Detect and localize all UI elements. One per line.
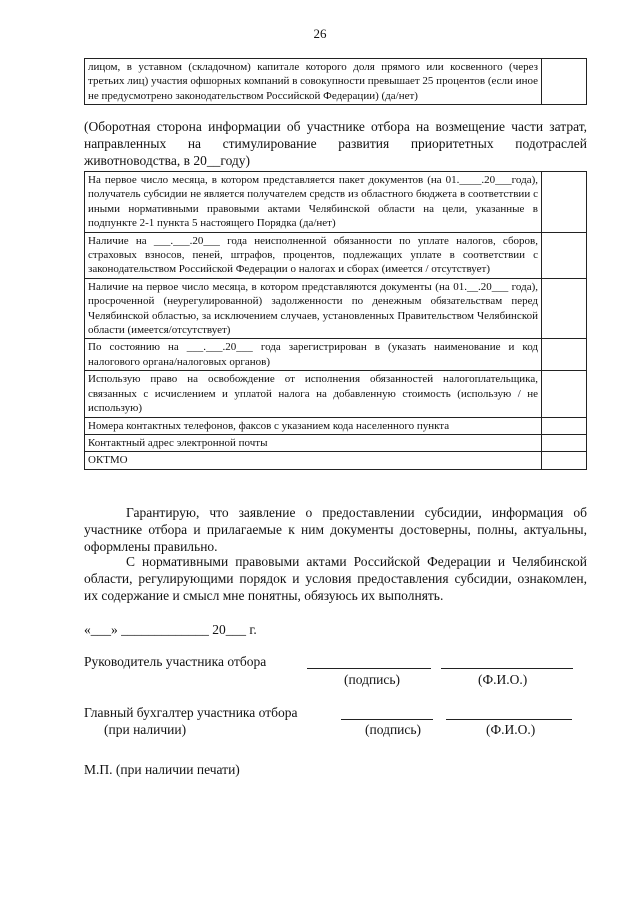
accountant-label: Главный бухгалтер участника отбора xyxy=(84,705,298,720)
table-row xyxy=(85,172,587,233)
table-row xyxy=(85,452,587,469)
table-row xyxy=(85,417,587,434)
table-row xyxy=(85,339,587,371)
stamp-note: М.П. (при наличии печати) xyxy=(84,762,240,777)
table-row xyxy=(85,278,587,339)
accountant-name-line[interactable] xyxy=(446,719,572,720)
accountant-signature-line[interactable] xyxy=(341,719,433,720)
head-signature-line[interactable] xyxy=(307,668,431,669)
table-cell-label: Номера контактных телефонов, факсов с указанием кода населенного пункта xyxy=(85,417,542,434)
table-cell-value[interactable] xyxy=(542,232,587,278)
participant-info-table-reverse xyxy=(84,171,587,470)
table-cell-label: лицом, в уставном (складочном) капитале которого доля прямого или косвенного (через третьих лиц) участия офшорных компаний в совокупности превышает 25 процентов (если иное не предусмотрено законодательством Российской Федерации) (да/нет) xyxy=(85,59,542,105)
page-number: 26 xyxy=(313,26,327,41)
table-cell-value[interactable] xyxy=(542,59,587,105)
table-cell-value[interactable] xyxy=(542,434,587,451)
reverse-side-note: (Оборотная сторона информации об участнике отбора на возмещение части затрат, направленных на стимулирование развития приоритетных подотраслей животноводства, в 20__году) xyxy=(84,119,587,168)
table-cell-label: Контактный адрес электронной почты xyxy=(85,434,542,451)
table-cell-value[interactable] xyxy=(542,278,587,339)
table-row xyxy=(85,59,587,105)
table-cell-label: ОКТМО xyxy=(85,452,542,469)
head-name-caption: (Ф.И.О.) xyxy=(478,672,528,687)
table-row xyxy=(85,371,587,417)
accountant-name-caption: (Ф.И.О.) xyxy=(486,722,536,737)
accountant-signature-caption: (подпись) xyxy=(365,722,422,737)
guarantee-paragraph: Гарантирую, что заявление о предоставлении субсидии, информация об участнике отбора и прилагаемые к ним документы достоверны, полны, актуальны, оформлены правильно. xyxy=(84,505,587,554)
table-cell-label: По состоянию на ___.___.20___ года зарегистрирован в (указать наименование и код налогового органа/налоговых органов) xyxy=(85,339,542,371)
participant-info-table-continued xyxy=(84,58,587,105)
table-cell-value[interactable] xyxy=(542,371,587,417)
table-cell-label: Наличие на ___.___.20___ года неисполненной обязанности по уплате налогов, сборов, страховых взносов, пеней, штрафов, процентов, подлежащих уплате в соответствии с законодательством Российской Федерации о налогах и сборах (имеется / отсутствует) xyxy=(85,232,542,278)
table-cell-value[interactable] xyxy=(542,339,587,371)
table-cell-value[interactable] xyxy=(542,452,587,469)
acknowledgement-paragraph: С нормативными правовыми актами Российской Федерации и Челябинской области, регулирующими порядок и условия предоставления субсидии, ознакомлен, их содержание и смысл мне понятны, обязуюсь их выполнять. xyxy=(84,554,587,603)
table-cell-label: На первое число месяца, в котором представляется пакет документов (на 01.____.20___года), получатель субсидии не является получателем средств из областного бюджета в соответствии с иными нормативными правовыми актами Челябинской области на цели, указанные в подпункте 2-1 пункта 5 настоящего Порядка (да/нет) xyxy=(85,172,542,233)
table-cell-label: Использую право на освобождение от исполнения обязанностей налогоплательщика, связанных с исчислением и уплатой налога на добавленную стоимость (использую / не использую) xyxy=(85,371,542,417)
accountant-sublabel: (при наличии) xyxy=(104,722,187,737)
table-cell-value[interactable] xyxy=(542,172,587,233)
head-name-line[interactable] xyxy=(441,668,573,669)
table-cell-value[interactable] xyxy=(542,417,587,434)
date-line[interactable]: «___» _____________ 20___ г. xyxy=(84,622,257,637)
table-row xyxy=(85,232,587,278)
head-label: Руководитель участника отбора xyxy=(84,654,267,669)
table-cell-label: Наличие на первое число месяца, в котором представляются документы (на 01.__.20___ года), просроченной (неурегулированной) задолженности по денежным обязательствам перед Челябинской областью, за исключением случаев, установленных Правительством Челябинской области (имеется/отсутствует) xyxy=(85,278,542,339)
table-row xyxy=(85,434,587,451)
head-signature-caption: (подпись) xyxy=(344,672,401,687)
